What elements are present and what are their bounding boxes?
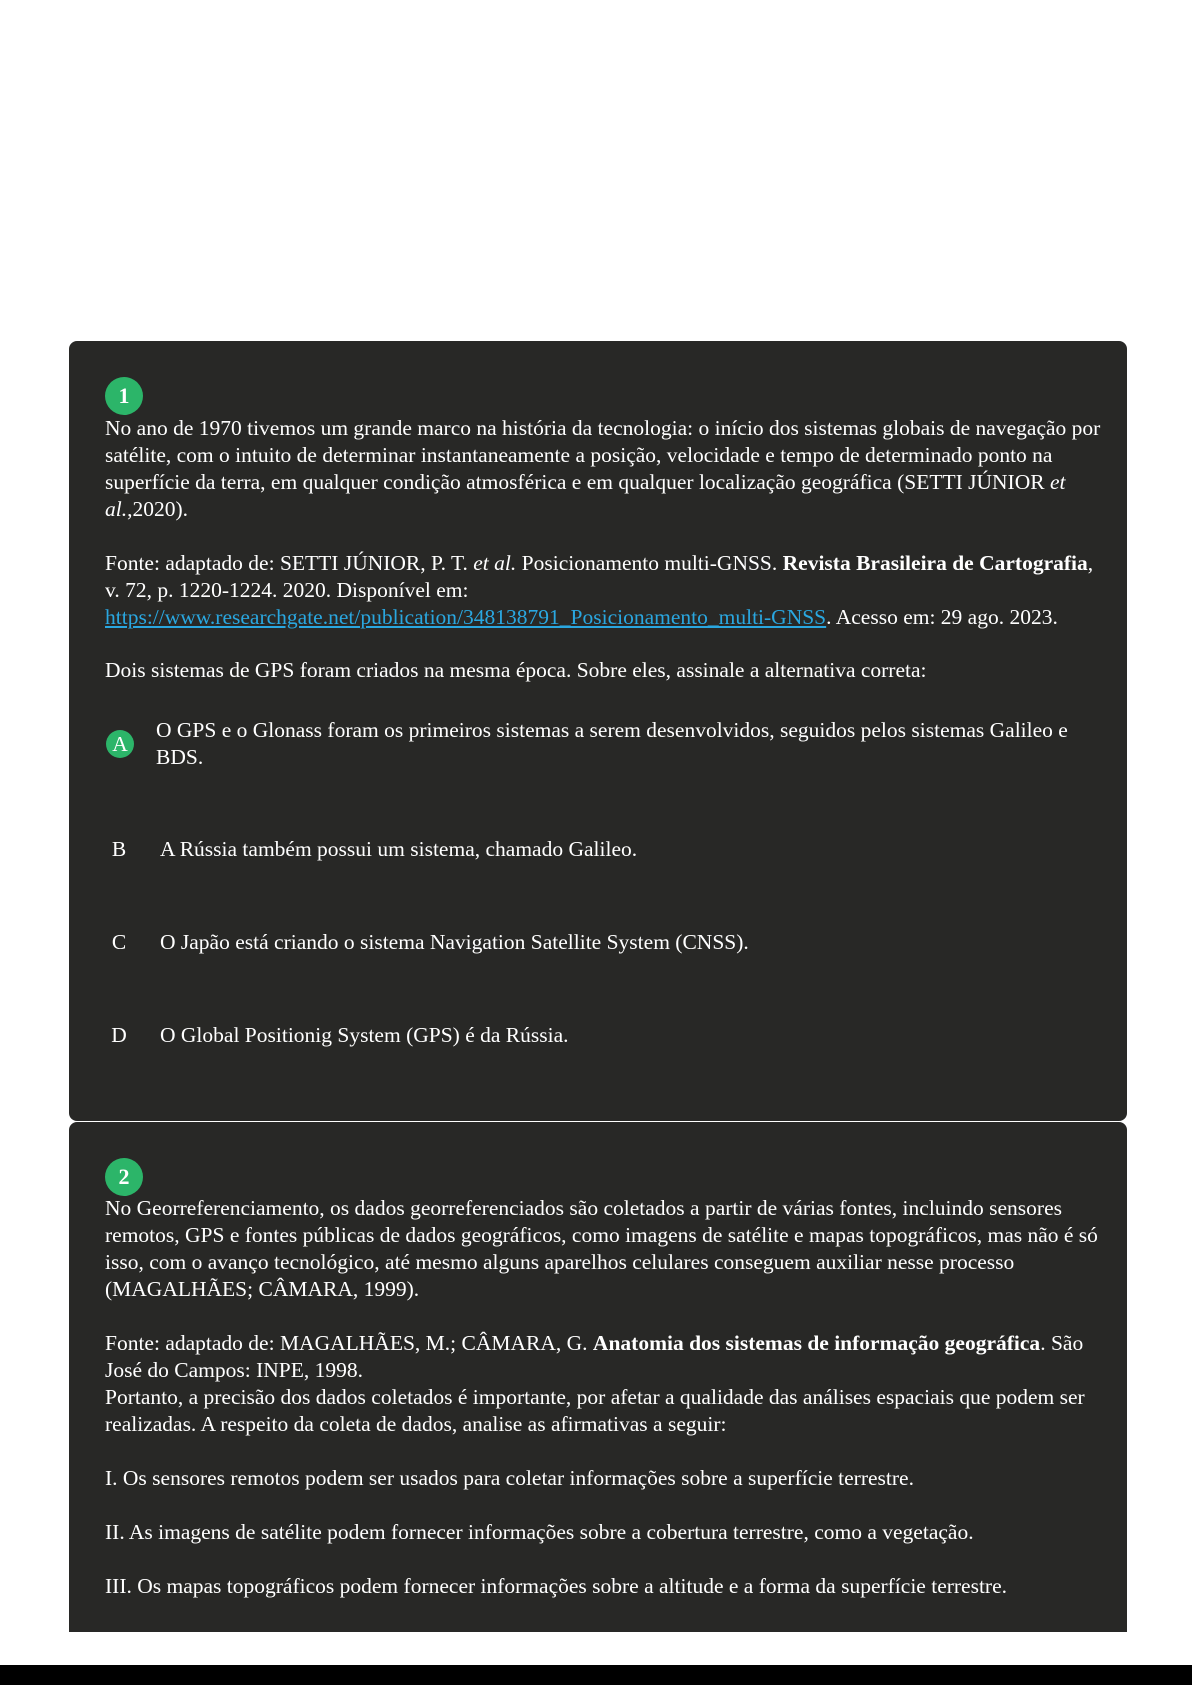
source-citation: Fonte: adaptado de: MAGALHÃES, M.; CÂMARA, G. Anatomia dos sistemas de informação geográfica. São José do Campos: INPE, 1998. [105, 1331, 1084, 1382]
source-citation: Fonte: adaptado de: SETTI JÚNIOR, P. T. et al. Posicionamento multi-GNSS. Revista Brasileira de Cartografia, v. 72, p. 1220-1224. 2020. Disponível em: https://www.researchgate.net/publication/348138791_Posicionamento_multi-GNSS. Acesso em: 29 ago. 2023. [105, 551, 1094, 629]
option-b-text[interactable]: A Rússia também possui um sistema, chamado Galileo. [160, 837, 638, 861]
statement-1: I. Os sensores remotos podem ser usados para coletar informações sobre a superfície terrestre. [105, 1466, 914, 1490]
question-prompt: Dois sistemas de GPS foram criados na mesma época. Sobre eles, assinale a alternativa correta: [105, 658, 927, 682]
source-link[interactable]: https://www.researchgate.net/publication/348138791_Posicionamento_multi-GNSS [105, 605, 827, 629]
question-number-badge: 1 [105, 377, 143, 415]
option-c-text[interactable]: O Japão está criando o sistema Navigation Satellite System (CNSS). [160, 930, 749, 954]
option-d-letter[interactable]: D [111, 1023, 127, 1047]
option-a-letter[interactable]: A [106, 730, 134, 758]
question-number-badge: 2 [105, 1158, 143, 1196]
question-text: No Georreferenciamento, os dados georreferenciados são coletados a partir de várias fontes, incluindo sensores remotos, GPS e fontes públicas de dados geográficos, como imagens de satélite e mapas topográficos, mas não é só isso, com o avanço tecnológico, até mesmo alguns aparelhos celulares conseguem auxiliar nesse processo (MAGALHÃES; CÂMARA, 1999). [105, 1196, 1098, 1301]
option-c-letter[interactable]: C [111, 930, 127, 954]
question-card-2 [69, 1122, 1127, 1632]
question-prompt: Portanto, a precisão dos dados coletados é importante, por afetar a qualidade das análises espaciais que podem ser realizadas. A respeito da coleta de dados, analise as afirmativas a seguir: [105, 1385, 1085, 1436]
statement-3: III. Os mapas topográficos podem fornecer informações sobre a altitude e a forma da superfície terrestre. [105, 1574, 1008, 1598]
question-card-1 [69, 341, 1127, 1121]
option-a-text[interactable]: O GPS e o Glonass foram os primeiros sistemas a serem desenvolvidos, seguidos pelos sistemas Galileo e BDS. [156, 718, 1068, 769]
bottom-edge [0, 1665, 1192, 1685]
option-b-letter[interactable]: B [111, 837, 127, 861]
option-d-text[interactable]: O Global Positionig System (GPS) é da Rússia. [160, 1023, 569, 1047]
statement-2: II. As imagens de satélite podem fornecer informações sobre a cobertura terrestre, como a vegetação. [105, 1520, 974, 1544]
question-text: No ano de 1970 tivemos um grande marco na história da tecnologia: o início dos sistemas globais de navegação por satélite, com o intuito de determinar instantaneamente a posição, velocidade e tempo de determinado ponto na superfície da terra, em qualquer condição atmosférica e em qualquer localização geográfica (SETTI JÚNIOR et al.,2020). [105, 416, 1101, 521]
